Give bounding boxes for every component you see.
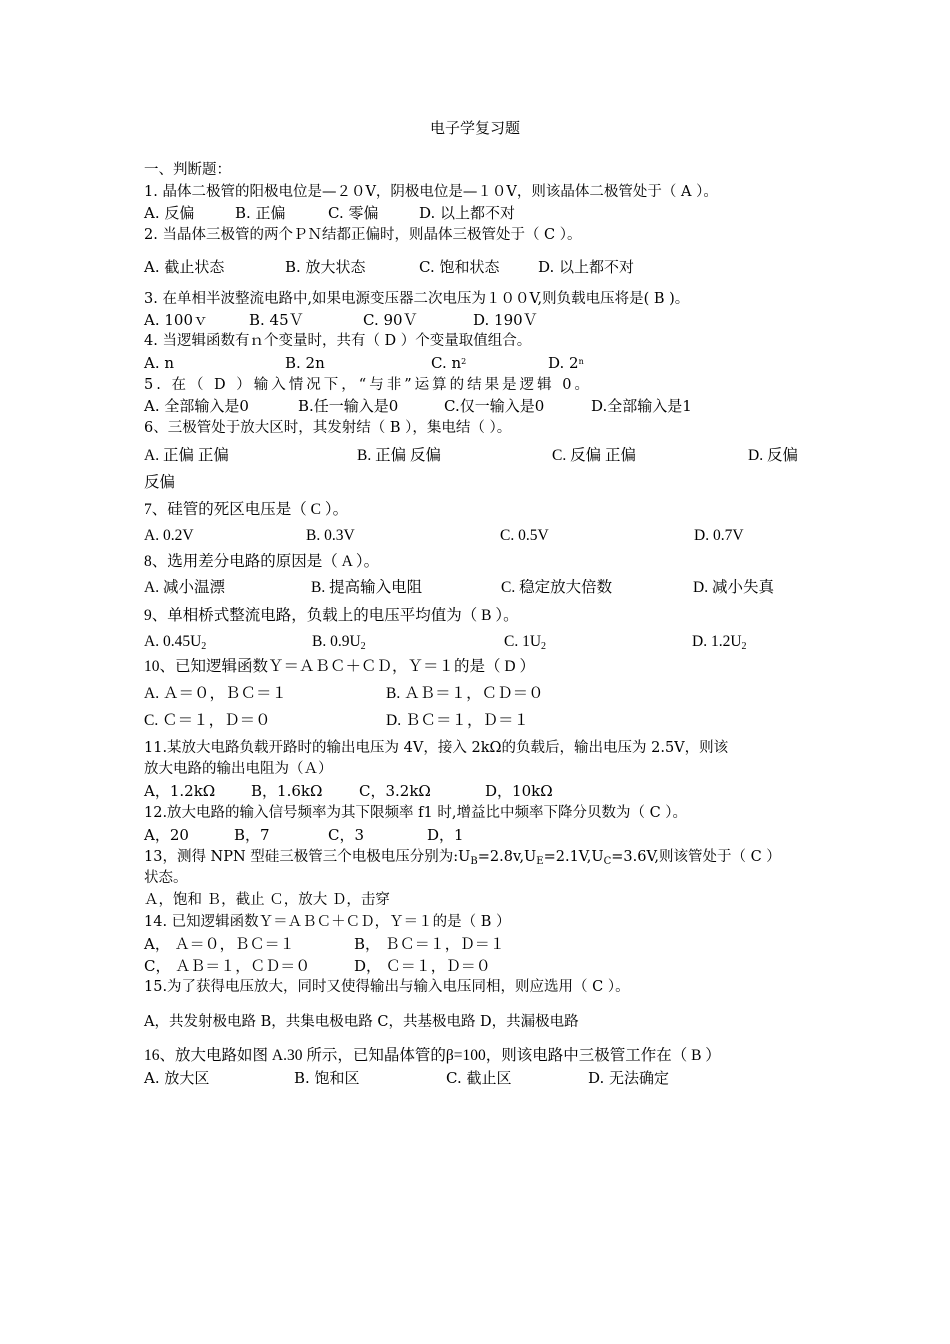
q13-stem-line1: 13，测得 NPN 型硅三极管三个电极电压分别为$:U_B=2.8v,U_E=2.1V,U_C=3.6V$,则该管处于（ C ）: [144, 849, 781, 867]
q3-option-a: A. 100ｖ: [144, 311, 208, 329]
q7-option-b: B. 0.3V: [306, 527, 355, 544]
q6-option-c: C. 反偏 正偏: [552, 447, 636, 464]
q12-stem: 12.放大电路的输入信号频率为其下限频率 f1 时,增益比中频率下降分贝数为（ C ）。: [144, 805, 688, 821]
q5-stem: 5. 在（ D ）输入情况下，“与非”运算的结果是逻辑 0。: [144, 377, 592, 393]
q1-option-c: C. 零偏: [328, 204, 379, 222]
q6-option-b: B. 正偏 反偏: [357, 447, 441, 464]
q7-option-a: A. 0.2V: [144, 527, 194, 544]
q15-options: A，共发射极电路 B，共集电极电路 C，共基极电路 D，共漏极电路: [144, 1014, 579, 1030]
q12-option-d: D，1: [427, 826, 464, 844]
q8-option-d: D. 减小失真: [693, 579, 774, 596]
q3-stem: 3. 在单相半波整流电路中,如果电源变压器二次电压为１００V,则负载电压将是( B )。: [144, 291, 690, 307]
q7-option-d: D. 0.7V: [694, 527, 744, 544]
q16-option-d: D. 无法确定: [588, 1069, 670, 1087]
q4-option-c: C. $n^2$: [431, 354, 467, 372]
q14-option-d: D， Ｃ＝１，Ｄ＝０: [354, 957, 491, 975]
q1-stem: 1. 晶体二极管的阳极电位是—２０V，阴极电位是—１０V，则该晶体二极管处于（ A ）。: [144, 184, 718, 200]
q10-option-a: A. Ａ＝０，ＢＣ＝１: [144, 685, 287, 702]
q16-option-b: B. 饱和区: [294, 1069, 360, 1087]
q9-option-d: D. $1.2U_2$: [692, 633, 747, 652]
q11-option-b: B，1.6kΩ: [251, 782, 323, 800]
q6-option-a: A. 正偏 正偏: [144, 447, 229, 464]
q4-d-exponent: n: [578, 357, 584, 366]
q11-stem-line1: 11.某放大电路负载开路时的输出电压为 4V，接入 2kΩ的负载后，输出电压为 2.5V，则该: [144, 740, 729, 756]
q6-stem: 6、三极管处于放大区时，其发射结（ B ），集电结（ ）。: [144, 420, 512, 436]
q9-option-c: C. $1U_2$: [504, 633, 547, 652]
q14-option-b: B， ＢＣ＝１，Ｄ＝１: [354, 935, 505, 953]
page-title: 电子学复习题: [429, 119, 520, 137]
q11-stem-line2: 放大电路的输出电阻为（Ａ）: [144, 761, 333, 777]
q8-option-c: C. 稳定放大倍数: [501, 579, 613, 596]
q4-stem: 4. 当逻辑函数有ｎ个变量时，共有（ D ）个变量取值组合。: [144, 333, 532, 349]
q2-stem: 2. 当晶体三极管的两个ＰＮ结都正偏时，则晶体三极管处于（ C ）。: [144, 227, 582, 243]
q2-option-b: B. 放大状态: [285, 258, 366, 276]
q5-option-b: B.任一输入是0: [298, 397, 399, 415]
q1-option-a: A. 反偏: [144, 204, 195, 222]
q13-stem-line2: 状态。: [144, 870, 188, 886]
q9-stem: 9、单相桥式整流电路，负载上的电压平均值为（ B ）。: [144, 607, 519, 624]
q6-option-d: D. 反偏: [748, 447, 798, 464]
q9-option-a: A. $0.45U_2$: [144, 633, 207, 652]
q2-option-c: C. 饱和状态: [419, 258, 500, 276]
q16-stem: 16、放大电路如图 A.30 所示，已知晶体管的β=100，则该电路中三极管工作在（ B ）: [144, 1047, 721, 1064]
q4-option-d: D. 2$^n$: [548, 354, 584, 372]
q11-option-a: A，1.2kΩ: [144, 782, 216, 800]
q6-option-d-continued: 反偏: [144, 474, 176, 491]
q3-option-d: D. 190Ｖ: [473, 311, 538, 329]
q4-c-exponent: 2: [461, 357, 467, 366]
q2-option-d: D. 以上都不对: [538, 258, 635, 276]
q10-option-c: C. Ｃ＝１，Ｄ＝０: [144, 712, 271, 729]
q1-option-d: D. 以上都不对: [419, 204, 516, 222]
q11-option-d: D，10kΩ: [485, 782, 553, 800]
q12-option-c: C，3: [328, 826, 365, 844]
q10-option-d: D. ＢＣ＝１，Ｄ＝１: [386, 712, 529, 729]
q16-option-a: A. 放大区: [144, 1069, 210, 1087]
q3-option-c: C. 90Ｖ: [363, 311, 418, 329]
q13-options: Ａ，饱和 Ｂ，截止 Ｃ，放大 Ｄ，击穿: [144, 892, 390, 908]
q8-stem: 8、选用差分电路的原因是（ A ）。: [144, 553, 380, 570]
q1-option-b: B. 正偏: [235, 204, 286, 222]
q16-option-c: C. 截止区: [446, 1069, 512, 1087]
q7-stem: 7、硅管的死区电压是（ C ）。: [144, 501, 349, 518]
q8-option-a: A. 减小温漂: [144, 579, 225, 596]
q5-option-d: D.全部输入是1: [591, 397, 692, 415]
q3-option-b: B. 45Ｖ: [249, 311, 304, 329]
q2-option-a: A. 截止状态: [144, 258, 225, 276]
q11-option-c: C，3.2kΩ: [359, 782, 431, 800]
q15-stem: 15.为了获得电压放大，同时又使得输出与输入电压同相，则应选用（ C ）。: [144, 979, 630, 995]
q10-option-b: B. ＡＢ＝１，ＣＤ＝０: [386, 685, 544, 702]
section-heading: 一、判断题：: [144, 162, 231, 178]
q5-option-c: C.仅一输入是0: [444, 397, 545, 415]
q7-option-c: C. 0.5V: [500, 527, 549, 544]
q5-option-a: A. 全部输入是0: [144, 397, 249, 415]
q14-stem: 14. 已知逻辑函数Ｙ＝ＡＢＣ＋ＣＤ，Ｙ＝１的是（ B ）: [144, 914, 511, 930]
q12-option-b: B，7: [234, 826, 270, 844]
q10-stem: 10、已知逻辑函数Ｙ＝ＡＢＣ＋ＣＤ，Ｙ＝１的是（ D ）: [144, 658, 535, 675]
q4-option-a: A. n: [144, 354, 175, 372]
q4-option-b: B. 2n: [285, 354, 325, 372]
q12-option-a: A，20: [144, 826, 189, 844]
q8-option-b: B. 提高输入电阻: [311, 579, 423, 596]
q9-option-b: B. $0.9U_2$: [312, 633, 366, 652]
q16-options: [144, 1069, 809, 1177]
q14-option-c: C， ＡＢ＝１，ＣＤ＝０: [144, 957, 311, 975]
q14-option-a: A， Ａ＝０，ＢＣ＝１: [144, 935, 295, 953]
